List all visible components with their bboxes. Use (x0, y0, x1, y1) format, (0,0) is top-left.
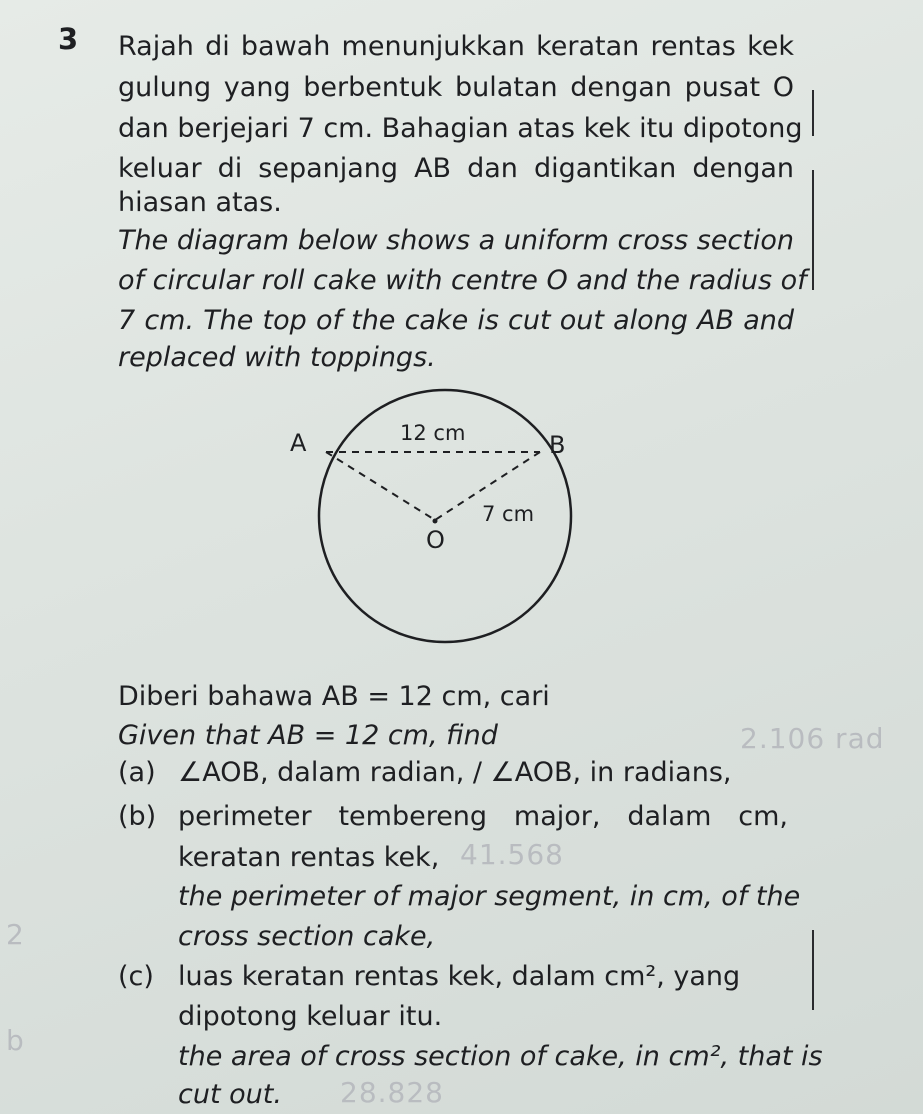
handwritten-margin-mark: 2 (6, 918, 25, 951)
intro-malay-line-5: hiasan atas. (118, 187, 282, 218)
part-c-malay-line-1: luas keratan rentas kek, dalam cm², yang (178, 961, 741, 992)
intro-malay-line-1: Rajah di bawah menunjukkan keratan rentas kek (118, 31, 794, 62)
part-c-english-line-1: the area of cross section of cake, in cm², that is (178, 1041, 823, 1072)
handwritten-answer-b: 41.568 (460, 838, 564, 871)
part-b-malay-line-1: perimeter tembereng major, dalam cm, (178, 801, 788, 832)
handwritten-answer-c: 28.828 (340, 1076, 444, 1109)
intro-english-line-1: The diagram below shows a uniform cross section (118, 225, 794, 256)
part-a-text: ∠AOB, dalam radian, / ∠AOB, in radians, (178, 757, 732, 788)
part-b-malay-line-2: keratan rentas kek, (178, 842, 440, 873)
radius-oa (326, 452, 435, 520)
part-b-label: (b) (118, 801, 157, 832)
question-number: 3 (58, 22, 79, 56)
handwritten-margin-mark: b (6, 1024, 25, 1057)
margin-rule (812, 930, 814, 1010)
part-b (118, 800, 798, 834)
intro-malay-line-4: keluar di sepanjang AB dan digantikan dengan (118, 153, 794, 184)
label-a: A (290, 429, 307, 457)
intro-english-line-4: replaced with toppings. (118, 342, 436, 373)
label-b: B (549, 431, 566, 459)
given-malay: Diberi bahawa AB = 12 cm, cari (118, 681, 550, 712)
given-english: Given that AB = 12 cm, find (118, 720, 498, 751)
part-a-label: (a) (118, 757, 156, 788)
part-c-label: (c) (118, 961, 154, 992)
intro-malay-line-2: gulung yang berbentuk bulatan dengan pusat O (118, 72, 794, 103)
radius-length-label: 7 cm (482, 502, 535, 526)
part-b-english-line-1: the perimeter of major segment, in cm, of the (178, 881, 801, 912)
intro-malay-line-3: dan berjejari 7 cm. Bahagian atas kek itu dipotong (118, 113, 803, 144)
part-c (118, 960, 740, 994)
intro-english-line-3: 7 cm. The top of the cake is cut out along AB and (118, 305, 794, 336)
handwritten-answer-a: 2.106 rad (740, 722, 885, 755)
part-a (118, 756, 731, 790)
label-o: O (426, 526, 445, 554)
part-c-malay-line-2: dipotong keluar itu. (178, 1001, 443, 1032)
intro-english-line-2: of circular roll cake with centre O and the radius of (118, 265, 807, 296)
part-c-english-line-2: cut out. (178, 1079, 282, 1110)
part-b-english-line-2: cross section cake, (178, 921, 436, 952)
chord-length-label: 12 cm (400, 421, 466, 445)
centre-point (433, 519, 438, 524)
